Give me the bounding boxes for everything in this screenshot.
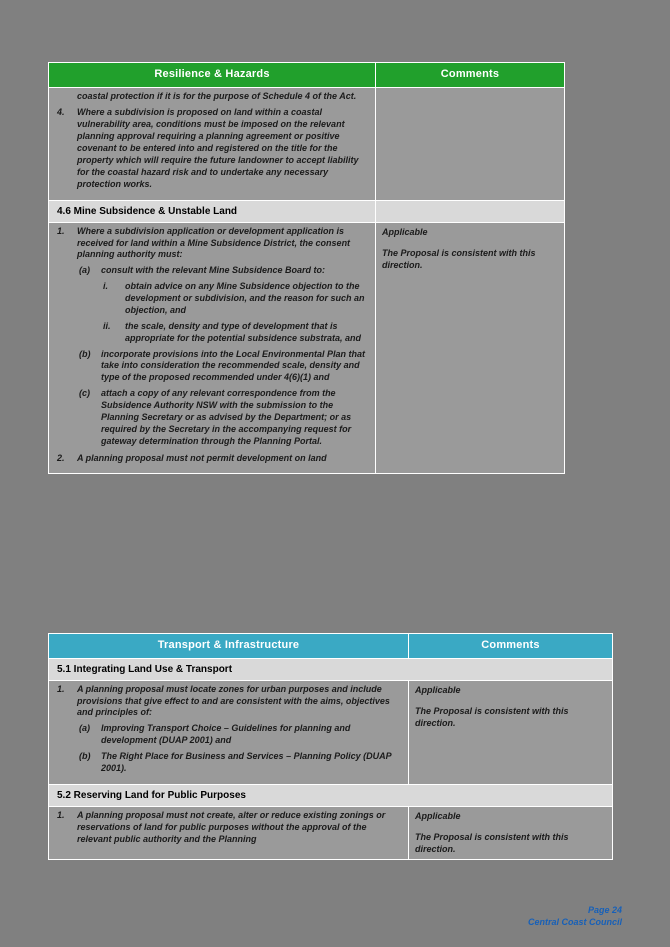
list-marker: (b) — [79, 751, 91, 762]
transport-infrastructure-table — [48, 633, 613, 860]
sub-clause-list — [77, 265, 369, 447]
list-marker: 1. — [57, 683, 65, 694]
clause-list — [55, 91, 369, 191]
list-item — [55, 91, 369, 103]
list-marker: 1. — [57, 810, 65, 821]
table-row — [49, 680, 613, 784]
list-item — [55, 810, 402, 846]
section-heading-mine-subsidence: 4.6 Mine Subsidence & Unstable Land — [49, 200, 376, 222]
section-heading-row — [49, 658, 613, 680]
clause-cell — [49, 807, 409, 860]
header-transport-infrastructure: Transport & Infrastructure — [49, 634, 409, 659]
list-text: obtain advice on any Mine Subsidence objection to the development or subdivision, and the reason for such an objection, and — [125, 281, 365, 315]
page-number: Page 24 — [587, 904, 622, 915]
list-marker: (b) — [79, 348, 91, 359]
clause-list — [55, 226, 369, 465]
list-text: incorporate provisions into the Local Environmental Plan that take into consideration the recommended scale, density and type of the proposed recommended under 4(6)(1) and — [101, 348, 366, 383]
list-text: A planning proposal must locate zones for urban purposes and include provisions that give effect to and are consistent with the aims, objectives and principles of: — [77, 683, 390, 718]
table-row — [49, 222, 565, 474]
header-comments: Comments — [409, 634, 613, 659]
table-row — [49, 87, 565, 200]
comments-cell-empty — [376, 87, 565, 200]
list-item — [101, 281, 369, 317]
list-marker: (a) — [79, 723, 90, 734]
list-text: coastal protection if it is for the purpose of Schedule 4 of the Act. — [77, 90, 357, 101]
list-text: Where a subdivision is proposed on land within a coastal vulnerability area, conditions must be imposed on the relevant planning approval requiring a planning agreement or positive covenant to be entered into and registered on the title for the property which will require the future landowner to accept liability for the coastal hazard risk and to undertake any necessary protection works. — [77, 107, 359, 189]
comments-cell — [409, 807, 613, 860]
section-heading-spacer — [376, 200, 565, 222]
comments-cell — [376, 222, 565, 474]
header-comments: Comments — [376, 63, 565, 88]
table-header-row — [49, 634, 613, 659]
list-item — [77, 388, 369, 447]
list-item — [77, 751, 402, 775]
list-text: A planning proposal must not permit development on land — [77, 452, 327, 463]
continued-clause-cell — [49, 87, 376, 200]
resilience-hazards-table — [48, 62, 565, 474]
list-item — [55, 453, 369, 465]
page-footer — [528, 904, 622, 929]
section-heading-row — [49, 200, 565, 222]
sub-sub-clause-list — [101, 281, 369, 344]
list-text: Improving Transport Choice – Guidelines for planning and development (DUAP 2001) and — [101, 723, 351, 746]
list-item — [77, 723, 402, 747]
list-text: Where a subdivision application or development application is received for land within a Mine Subsidence District, the consent planning authority must: — [77, 225, 351, 260]
list-item — [55, 226, 369, 448]
comment-text: The Proposal is consistent with this direction. — [415, 832, 569, 855]
section-heading-row — [49, 784, 613, 806]
list-text: attach a copy of any relevant correspondence from the Subsidence Authority NSW with the submission to the Planning Secretary or as advised by the Department; or as required by the Secretary in the accompanying request for gateway determination through the Planning Portal. — [101, 388, 352, 446]
list-marker: (a) — [79, 265, 90, 276]
list-text: A planning proposal must not create, alter or reduce existing zonings or reservations of land for public purposes without the approval of the relevant public authority and the Planning — [77, 810, 386, 844]
comment-status: Applicable — [382, 226, 428, 237]
list-marker: i. — [103, 281, 109, 292]
table-row — [49, 807, 613, 860]
table-header-row — [49, 63, 565, 88]
clause-list — [55, 684, 402, 775]
header-resilience-hazards: Resilience & Hazards — [49, 63, 376, 88]
list-item — [77, 265, 369, 344]
comments-cell — [409, 680, 613, 784]
clause-cell — [49, 222, 376, 474]
organisation-name: Central Coast Council — [527, 917, 622, 928]
list-marker: ii. — [103, 320, 111, 331]
list-marker: 4. — [57, 107, 65, 118]
section-heading-reserving-land: 5.2 Reserving Land for Public Purposes — [49, 784, 613, 806]
list-marker: 2. — [57, 452, 65, 463]
list-text: The Right Place for Business and Services – Planning Policy (DUAP 2001). — [101, 751, 392, 773]
section-heading-integrating-land-use-transport: 5.1 Integrating Land Use & Transport — [49, 658, 613, 680]
comment-text: The Proposal is consistent with this direction. — [382, 247, 536, 270]
list-text: consult with the relevant Mine Subsidence Board to: — [101, 265, 326, 276]
clause-cell — [49, 680, 409, 784]
comment-status: Applicable — [415, 684, 461, 695]
list-marker: 1. — [57, 225, 65, 236]
list-text: the scale, density and type of development that is appropriate for the potential subsidence substrata, and — [125, 320, 362, 343]
comment-status: Applicable — [415, 811, 461, 822]
list-item — [55, 684, 402, 775]
comment-text: The Proposal is consistent with this direction. — [415, 705, 569, 728]
list-item — [77, 349, 369, 385]
sub-clause-list — [77, 723, 402, 775]
list-item — [101, 321, 369, 345]
list-marker: (c) — [79, 388, 90, 399]
clause-list — [55, 810, 402, 846]
list-item — [55, 107, 369, 190]
